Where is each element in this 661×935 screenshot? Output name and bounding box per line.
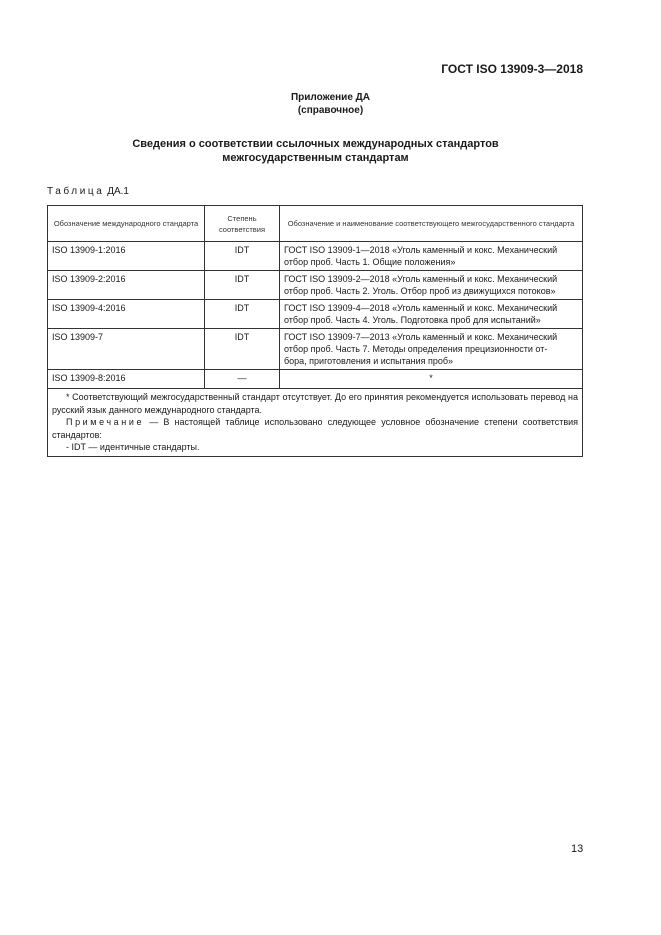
gost-cell xyxy=(280,271,583,300)
section-title-line-2: межгосударственным стандартам xyxy=(222,152,409,164)
degree-cell: IDT xyxy=(205,300,280,329)
intl-standard-cell: ISO 13909-8:2016 xyxy=(48,370,205,389)
table-header-row xyxy=(48,206,583,242)
section-title-line-1: Сведения о соответствии ссылочных международных стандартов xyxy=(132,138,499,150)
gost-line: отбор проб. Часть 2. Уголь. Отбор проб из движущихся потоков» xyxy=(284,286,556,296)
column-header-intl: Обозначение международного стандарта xyxy=(48,206,205,242)
table-notes-row xyxy=(48,389,583,457)
table-row xyxy=(48,370,583,389)
table-label-number: ДА.1 xyxy=(107,186,129,197)
annex-title: Приложение ДА xyxy=(290,92,371,103)
gost-line: отбор проб. Часть 7. Методы определения прецизионности от- xyxy=(284,344,548,354)
gost-line: отбор проб. Часть 4. Уголь. Подготовка проб для испытаний» xyxy=(284,315,541,325)
degree-cell: IDT xyxy=(205,329,280,370)
page-number: 13 xyxy=(571,843,584,855)
column-header-gost: Обозначение и наименование соответствующего межгосударственного стандарта xyxy=(280,206,583,242)
table-label xyxy=(47,186,129,197)
degree-cell: IDT xyxy=(205,242,280,271)
intl-standard-cell: ISO 13909-1:2016 xyxy=(48,242,205,271)
table-row xyxy=(48,300,583,329)
degree-cell: — xyxy=(205,370,280,389)
table-row xyxy=(48,271,583,300)
column-header-degree: Степень соответствия xyxy=(205,206,280,242)
table-row xyxy=(48,329,583,370)
section-title xyxy=(0,137,631,165)
table-row xyxy=(48,242,583,271)
gost-cell: * xyxy=(280,370,583,389)
gost-line: ГОСТ ISO 13909-4—2018 «Уголь каменный и кокс. Механический xyxy=(284,303,558,313)
note-label: Примечание xyxy=(66,417,145,427)
intl-standard-cell: ISO 13909-2:2016 xyxy=(48,271,205,300)
gost-cell xyxy=(280,300,583,329)
intl-standard-cell: ISO 13909-4:2016 xyxy=(48,300,205,329)
gost-cell xyxy=(280,329,583,370)
gost-line: ГОСТ ISO 13909-2—2018 «Уголь каменный и кокс. Механический xyxy=(284,274,558,284)
gost-line: ГОСТ ISO 13909-7—2013 «Уголь каменный и кокс. Механический xyxy=(284,332,558,342)
note-paragraph xyxy=(52,416,578,441)
annex-subtitle: (справочное) xyxy=(297,105,364,116)
gost-line: отбор проб. Часть 1. Общие положения» xyxy=(284,257,456,267)
degree-cell: IDT xyxy=(205,271,280,300)
document-code: ГОСТ ISO 13909-3—2018 xyxy=(441,62,583,76)
table-notes-cell xyxy=(48,389,583,457)
gost-line: бора, приготовления и испытания проб» xyxy=(284,356,454,366)
idt-definition: - IDT — идентичные стандарты. xyxy=(66,442,200,452)
gost-line: ГОСТ ISO 13909-1—2018 «Уголь каменный и кокс. Механический xyxy=(284,245,558,255)
table-label-prefix: Таблица xyxy=(47,186,105,197)
intl-standard-cell: ISO 13909-7 xyxy=(48,329,205,370)
footnote-text: * Соответствующий межгосударственный стандарт отсутствует. До его принятия рекомендуется использовать перевод на русский язык данного международного стандарта. xyxy=(52,392,578,415)
gost-cell xyxy=(280,242,583,271)
correspondence-table xyxy=(47,205,583,457)
note-text: — В настоящей таблице использовано следующее условное обозначение степени соответствия стандартов: xyxy=(52,417,578,440)
